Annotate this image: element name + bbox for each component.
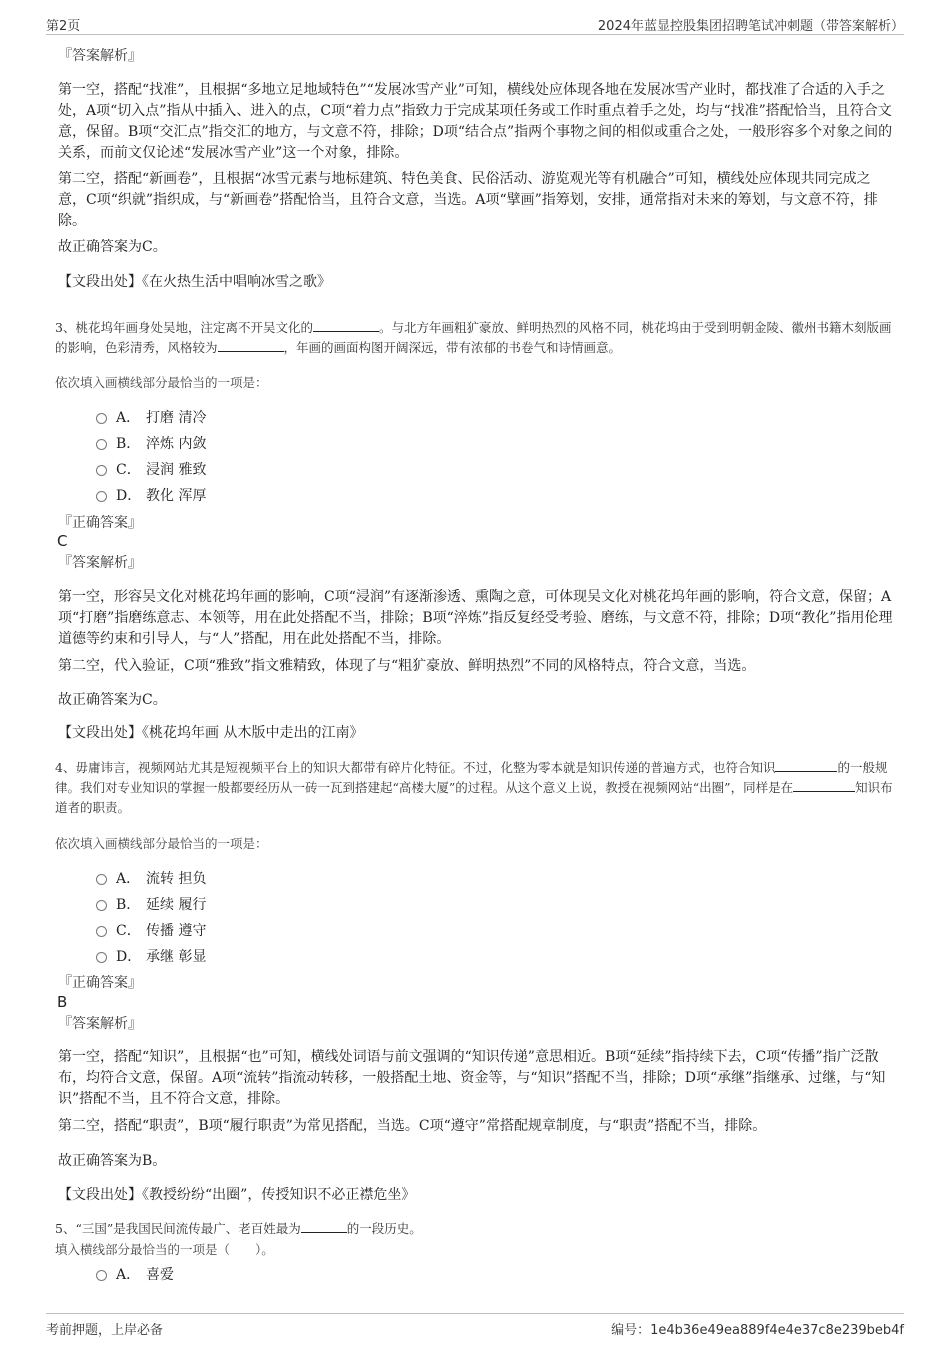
analysis-paragraph: 第二空，搭配“新画卷”，且根据“冰雪元素与地标建筑、特色美食、民俗活动、游览观光等有机融合”可知，横线处应体现共同完成之意，C项“织就”指织成，与“新画卷”搭配恰当，且符合文意，当选。A项“擘画”指筹划，安排，通常指对未来的筹划，与文意不符，排除。 [58,171,878,229]
option-a[interactable]: A． 流转 担负 [96,868,206,888]
radio-icon[interactable] [96,900,107,911]
fill-blank [793,779,855,792]
question-prompt: 依次填入画横线部分最恰当的一项是： [55,836,268,851]
option-d[interactable]: D． 教化 浑厚 [96,485,206,505]
analysis-label: 『答案解析』 [58,1016,142,1032]
radio-icon[interactable] [96,465,107,476]
fill-blank [775,759,837,772]
conclusion: 故正确答案为C。 [58,239,167,255]
correct-answer: B [57,993,68,1011]
analysis-paragraph: 第二空，搭配“职责”，B项“履行职责”为常见搭配，当选。C项“遵守”常搭配规章制度，与“职责”搭配不当，排除。 [58,1118,767,1134]
conclusion: 故正确答案为B。 [58,1153,167,1169]
correct-answer: C [57,532,68,550]
radio-icon[interactable] [96,926,107,937]
fill-blank [218,339,284,352]
source-citation: 【文段出处】《在火热生活中唱响冰雪之歌》 [58,274,331,290]
analysis-paragraph: 第一空，搭配“知识”，且根据“也”可知，横线处词语与前文强调的“知识传递”意思相近。B项“延续”指持续下去，C项“传播”指广泛散布，均符合文意，保留。A项“流转”指流动转移，一般搭配土地、资金等，与“知识”搭配不当，排除；D项“承继”指继承、过继，与“知识”搭配不当，且不符合文意，排除。 [58,1049,886,1107]
analysis-paragraph: 第一空，搭配“找准”，且根据“多地立足地域特色”“发展冰雪产业”可知，横线处应体现各地在发展冰雪产业时，都找准了合适的入手之处，A项“切入点”指从中插入、进入的点，C项“着力点”指致力于完成某项任务或工作时重点着手之处，均与“找准”搭配恰当，且符合文意，保留。B项“交汇点”指交汇的地方，与文意不符，排除；D项“结合点”指两个事物之间的相似或重合之处，一般形容多个对象之间的关系，而前文仅论述“发展冰雪产业”这一个对象，排除。 [58,82,893,161]
document-title: 2024年蓝显控股集团招聘笔试冲刺题（带答案解析） [597,19,904,34]
fill-blank [301,1220,347,1233]
option-a[interactable]: A． 喜爱 [96,1264,174,1284]
question-stem: 3、桃花坞年画身处吴地，注定离不开吴文化的 。与北方年画粗犷豪放、鲜明热烈的风格不同，桃花坞由于受到明朝金陵、徽州书籍木刻版画的影响，色彩清秀，风格较为 ，年画的画面构图开阔深远，带有浓郁的书卷气和诗情画意。 [55,320,892,355]
source-citation: 【文段出处】《桃花坞年画 从木版中走出的江南》 [58,725,364,741]
page-header [46,14,904,35]
footer-slogan: 考前押题，上岸必备 [46,1323,164,1338]
option-c[interactable]: C． 传播 遵守 [96,920,206,940]
question-prompt: 依次填入画横线部分最恰当的一项是： [55,375,268,390]
conclusion: 故正确答案为C。 [58,692,167,708]
question-stem: 5、“三国”是我国民间流传最广、老百姓最为 的一段历史。 [55,1221,422,1236]
analysis-label: 『答案解析』 [58,555,142,571]
option-c[interactable]: C． 浸润 雅致 [96,459,206,479]
option-a[interactable]: A． 打磨 清冷 [96,407,206,427]
document-code: 编号：1e4b36e49ea889f4e4e37c8e239beb4f [611,1323,904,1338]
page-number: 第2页 [46,19,81,34]
radio-icon[interactable] [96,952,107,963]
radio-icon[interactable] [96,874,107,885]
question-prompt: 填入横线部分最恰当的一项是（ ）。 [55,1242,274,1257]
fill-blank [313,319,379,332]
radio-icon[interactable] [96,413,107,424]
source-citation: 【文段出处】《教授纷纷“出圈”，传授知识不必正襟危坐》 [58,1187,416,1203]
option-b[interactable]: B． 延续 履行 [96,894,206,914]
analysis-label: 『答案解析』 [58,48,142,64]
option-b[interactable]: B． 淬炼 内敛 [96,433,206,453]
radio-icon[interactable] [96,439,107,450]
correct-answer-label: 『正确答案』 [58,975,142,991]
radio-icon[interactable] [96,491,107,502]
radio-icon[interactable] [96,1270,107,1281]
correct-answer-label: 『正确答案』 [58,515,142,531]
analysis-paragraph: 第一空，形容吴文化对桃花坞年画的影响，C项“浸润”有逐渐渗透、熏陶之意，可体现吴文化对桃花坞年画的影响，符合文意，保留；A项“打磨”指磨练意志、本领等，用在此处搭配不当，排除；B项“淬炼”指反复经受考验、磨练，与文意不符，排除；D项“教化”指用伦理道德等约束和引导人，与“人”搭配，用在此处搭配不当，排除。 [58,589,893,647]
analysis-paragraph: 第二空，代入验证，C项“雅致”指文雅精致，体现了与“粗犷豪放、鲜明热烈”不同的风格特点，符合文意，当选。 [58,658,756,674]
page-footer [46,1313,904,1340]
question-stem: 4、毋庸讳言，视频网站尤其是短视频平台上的知识大都带有碎片化特征。不过，化整为零本就是知识传递的普遍方式，也符合知识 的一般规律。我们对专业知识的掌握一般都要经历从一砖一瓦到搭建起“高楼大厦”的过程。从这个意义上说，教授在视频网站“出圈”，同样是在 知识布道者的职责。 [55,760,893,815]
option-d[interactable]: D． 承继 彰显 [96,946,206,966]
